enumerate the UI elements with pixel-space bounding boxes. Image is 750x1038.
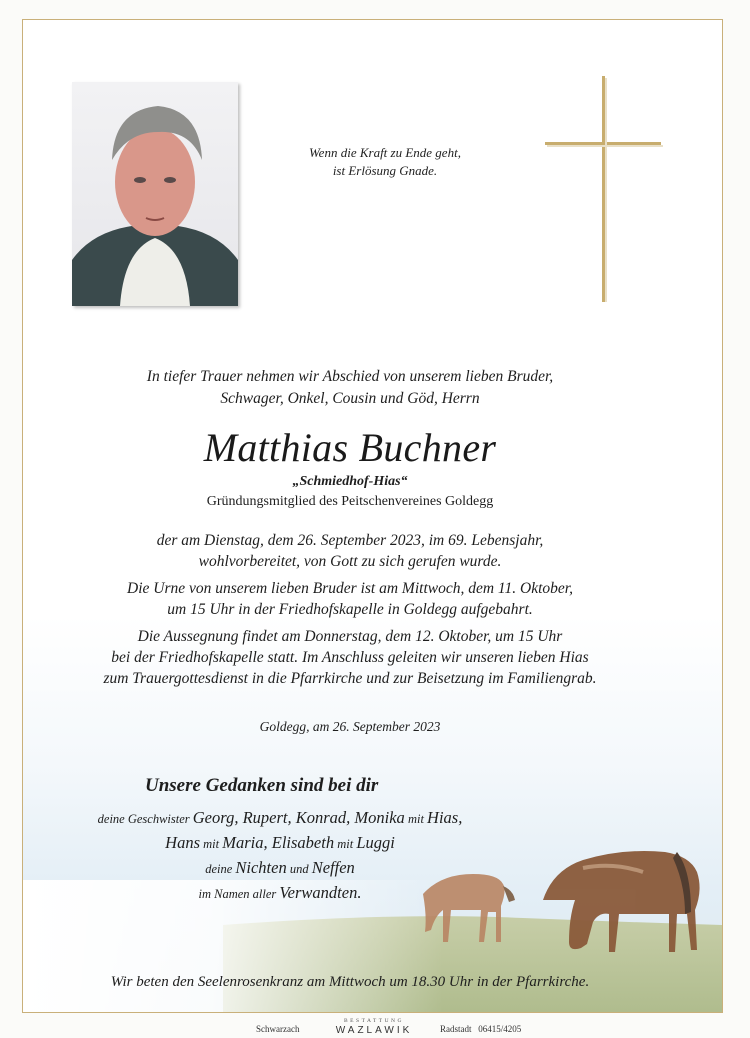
paragraph-line: der am Dienstag, dem 26. September 2023, im 69. Lebensjahr, xyxy=(156,532,544,549)
footer-phone: 06415/4205 xyxy=(478,1024,522,1034)
mourners-nieces: Nichten xyxy=(235,858,287,877)
brand-name: WAZLAWIK xyxy=(335,1025,413,1036)
rosary-notice: Wir beten den Seelenrosenkranz am Mittwoch um 18.30 Uhr in der Pfarrkirche. xyxy=(110,974,590,990)
paragraph-line: Die Aussegnung findet am Donnerstag, dem 12. Oktober, um 15 Uhr xyxy=(137,628,563,645)
portrait-photo xyxy=(72,82,238,306)
deceased-nickname: „Schmiedhof-Hias“ xyxy=(292,474,408,489)
footer-location-right xyxy=(440,1024,521,1034)
mourners-und: und xyxy=(289,862,309,876)
footer-location-left: Schwarzach xyxy=(256,1024,300,1034)
blessing-paragraph xyxy=(40,626,660,689)
mourners-prefix: im Namen aller xyxy=(198,887,277,901)
deceased-role: Gründungsmitglied des Peitschenvereines Goldegg xyxy=(206,494,494,509)
deceased-name: Matthias Buchner xyxy=(203,425,497,470)
motto-line: Wenn die Kraft zu Ende geht, xyxy=(309,145,461,160)
thoughts-heading: Unsere Gedanken sind bei dir xyxy=(145,775,379,796)
mourners-partner: Maria, Elisabeth xyxy=(222,833,335,852)
mourners-line xyxy=(60,806,500,831)
footer-town: Radstadt xyxy=(440,1024,472,1034)
mourners-list xyxy=(60,806,500,906)
mourners-partner: Hias, xyxy=(427,808,463,827)
mourners-partner: Luggi xyxy=(356,833,395,852)
paragraph-line: wohlvorbereitet, von Gott zu sich gerufen wurde. xyxy=(198,553,502,570)
mourners-prefix: deine Geschwister xyxy=(97,812,190,826)
mourners-names: Georg, Rupert, Konrad, Monika xyxy=(192,808,405,827)
paragraph-line: zum Trauergottesdienst in die Pfarrkirche und zur Beisetzung im Familiengrab. xyxy=(103,670,597,687)
mourners-relatives: Verwandten. xyxy=(279,883,362,902)
footer xyxy=(0,1018,750,1038)
brand-subtitle: BESTATTUNG xyxy=(343,1018,404,1024)
motto-line: ist Erlösung Gnade. xyxy=(332,163,438,178)
mourners-nephews: Neffen xyxy=(311,858,355,877)
funeral-home-logo xyxy=(324,1018,424,1036)
urn-paragraph xyxy=(40,578,660,620)
paragraph-line: bei der Friedhofskapelle statt. Im Anschluss geleiten wir unseren lieben Hias xyxy=(111,649,589,666)
motto xyxy=(270,144,500,180)
mourners-mit: mit xyxy=(407,812,424,826)
cross-icon xyxy=(545,76,665,302)
mourners-line xyxy=(60,831,500,856)
mourners-prefix: deine xyxy=(205,862,233,876)
mourners-line xyxy=(60,856,500,881)
mourners-mit: mit xyxy=(203,837,220,851)
death-paragraph xyxy=(40,530,660,572)
intro-line: In tiefer Trauer nehmen wir Abschied von unserem lieben Bruder, xyxy=(146,368,554,385)
mourners-name: Hans xyxy=(165,833,201,852)
mourners-mit: mit xyxy=(337,837,354,851)
intro-line: Schwager, Onkel, Cousin und Göd, Herrn xyxy=(220,390,480,407)
paragraph-line: um 15 Uhr in der Friedhofskapelle in Goldegg aufgebahrt. xyxy=(167,601,533,618)
intro-text xyxy=(40,366,660,410)
paragraph-line: Die Urne von unserem lieben Bruder ist am Mittwoch, dem 11. Oktober, xyxy=(127,580,573,597)
place-date: Goldegg, am 26. September 2023 xyxy=(259,719,441,734)
mourners-line xyxy=(60,881,500,906)
